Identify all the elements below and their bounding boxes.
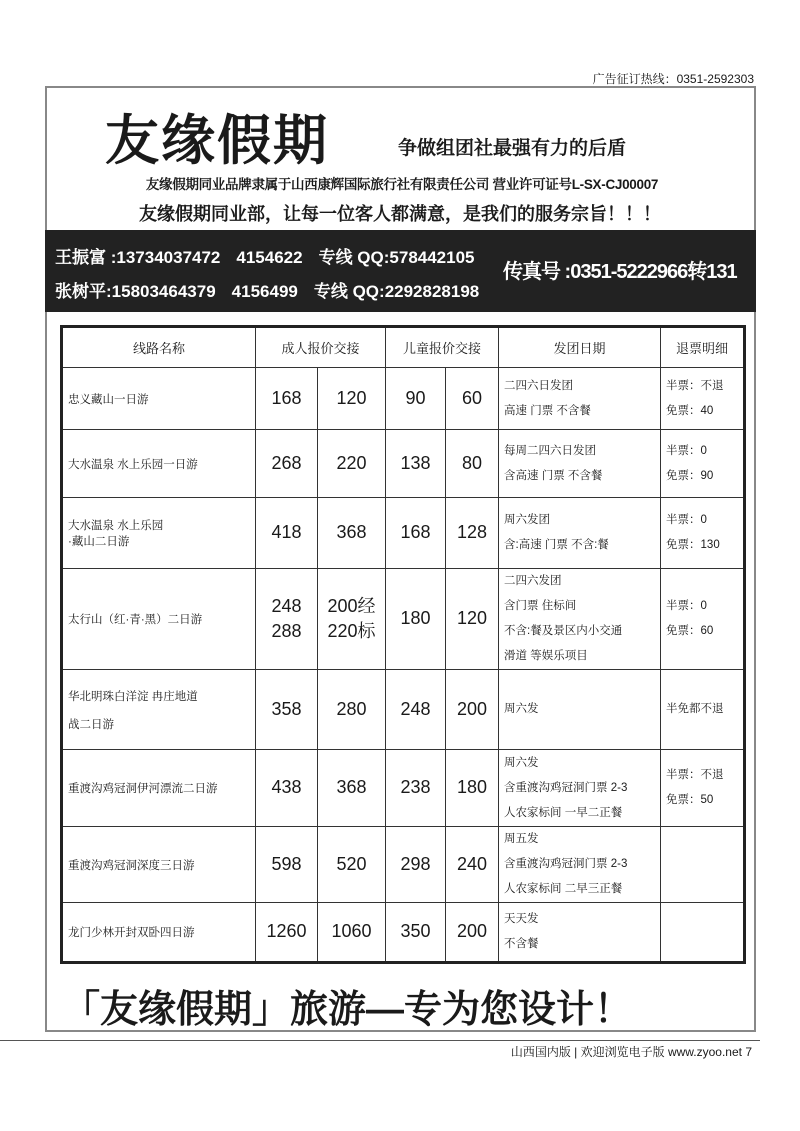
contact-name-phone: 王振富 :13734037472 <box>55 248 221 267</box>
table-row <box>62 569 745 670</box>
header-date: 发团日期 <box>499 327 661 368</box>
child-price-1: 248 <box>386 670 446 750</box>
adult-price-2: 280 <box>318 670 386 750</box>
adult-price-2: 368 <box>318 498 386 569</box>
route-cell: 龙门少林开封双卧四日游 <box>62 903 256 963</box>
adult-price-1: 268 <box>256 430 318 498</box>
child-price-2: 128 <box>446 498 499 569</box>
refund-cell: 半票：0 免票：90 <box>661 430 745 498</box>
fax-number: 传真号 :0351-5222966转131 <box>503 261 737 283</box>
refund-cell: 半免都不退 <box>661 670 745 750</box>
adult-price-1: 418 <box>256 498 318 569</box>
header-route: 线路名称 <box>62 327 256 368</box>
contact-tel: 4156499 <box>231 282 298 301</box>
contact-qq: 专线 QQ:578442105 <box>318 248 475 267</box>
price-table <box>60 325 746 964</box>
route-cell: 重渡沟鸡冠洞伊河漂流二日游 <box>62 750 256 827</box>
table-row <box>62 827 745 903</box>
route-cell: 大水温泉 水上乐园 ·藏山二日游 <box>62 498 256 569</box>
child-price-1: 350 <box>386 903 446 963</box>
ad-hotline: 广告征订热线：0351-2592303 <box>592 72 754 86</box>
refund-cell: 半票：不退 免票：50 <box>661 750 745 827</box>
contact-name-phone: 张树平:15803464379 <box>55 282 216 301</box>
route-cell: 太行山（红·青·黑）二日游 <box>62 569 256 670</box>
refund-cell <box>661 903 745 963</box>
departure-cell: 周六发 <box>499 670 661 750</box>
table-row <box>62 368 745 430</box>
adult-price-2: 1060 <box>318 903 386 963</box>
footer-divider <box>0 1040 760 1041</box>
departure-cell: 二四六发团 含门票 住标间 不含:餐及景区内小交通 滑道 等娱乐项目 <box>499 569 661 670</box>
adult-price-2: 200经 220标 <box>318 569 386 670</box>
contact-row <box>55 277 495 302</box>
departure-cell: 周六发 含重渡沟鸡冠洞门票 2-3 人农家标间 一早二正餐 <box>499 750 661 827</box>
contact-row <box>55 243 495 268</box>
contact-bar <box>45 230 756 312</box>
table-row <box>62 430 745 498</box>
child-price-1: 168 <box>386 498 446 569</box>
child-price-2: 120 <box>446 569 499 670</box>
child-price-2: 200 <box>446 903 499 963</box>
route-cell: 重渡沟鸡冠洞深度三日游 <box>62 827 256 903</box>
departure-cell: 周六发团 含:高速 门票 不含:餐 <box>499 498 661 569</box>
page-footer: 山西国内版 | 欢迎浏览电子版 www.zyoo.net 7 <box>510 1045 752 1059</box>
departure-cell: 周五发 含重渡沟鸡冠洞门票 2-3 人农家标间 二早三正餐 <box>499 827 661 903</box>
child-price-1: 180 <box>386 569 446 670</box>
child-price-1: 138 <box>386 430 446 498</box>
header-refund: 退票明细 <box>661 327 745 368</box>
table-row <box>62 670 745 750</box>
child-price-1: 90 <box>386 368 446 430</box>
adult-price-2: 120 <box>318 368 386 430</box>
adult-price-1: 438 <box>256 750 318 827</box>
departure-cell: 天天发 不含餐 <box>499 903 661 963</box>
departure-cell: 二四六日发团 高速 门票 不含餐 <box>499 368 661 430</box>
route-cell: 华北明珠白洋淀 冉庄地道 战二日游 <box>62 670 256 750</box>
header-child: 儿童报价交接 <box>386 327 499 368</box>
adult-price-1: 1260 <box>256 903 318 963</box>
contact-tel: 4154622 <box>236 248 303 267</box>
table-row <box>62 903 745 963</box>
route-cell: 忠义藏山一日游 <box>62 368 256 430</box>
adult-price-2: 368 <box>318 750 386 827</box>
child-price-2: 60 <box>446 368 499 430</box>
slogan: 争做组团社最强有力的后盾 <box>398 138 627 159</box>
license-line: 友缘假期同业品牌隶属于山西康辉国际旅行社有限责任公司 营业许可证号L-SX-CJ00007 <box>145 177 659 192</box>
refund-cell: 半票：不退 免票：40 <box>661 368 745 430</box>
child-price-2: 240 <box>446 827 499 903</box>
adult-price-1: 598 <box>256 827 318 903</box>
adult-price-1: 168 <box>256 368 318 430</box>
adult-price-2: 220 <box>318 430 386 498</box>
mission-line: 友缘假期同业部，让每一位客人都满意，是我们的服务宗旨！！！ <box>139 204 661 224</box>
departure-cell: 每周二四六日发团 含高速 门票 不含餐 <box>499 430 661 498</box>
contact-qq: 专线 QQ:2292828198 <box>313 282 480 301</box>
child-price-2: 80 <box>446 430 499 498</box>
brand-title: 友缘假期 <box>105 111 329 171</box>
table-row <box>62 498 745 569</box>
tagline: 「友缘假期」旅游—专为您设计！ <box>62 989 633 1031</box>
child-price-2: 200 <box>446 670 499 750</box>
refund-cell: 半票：0 免票：130 <box>661 498 745 569</box>
child-price-1: 298 <box>386 827 446 903</box>
adult-price-2: 520 <box>318 827 386 903</box>
child-price-2: 180 <box>446 750 499 827</box>
child-price-1: 238 <box>386 750 446 827</box>
route-cell: 大水温泉 水上乐园一日游 <box>62 430 256 498</box>
table-header <box>62 327 745 368</box>
adult-price-1: 248 288 <box>256 569 318 670</box>
refund-cell <box>661 827 745 903</box>
refund-cell: 半票：0 免票：60 <box>661 569 745 670</box>
header-adult: 成人报价交接 <box>256 327 386 368</box>
adult-price-1: 358 <box>256 670 318 750</box>
table-row <box>62 750 745 827</box>
